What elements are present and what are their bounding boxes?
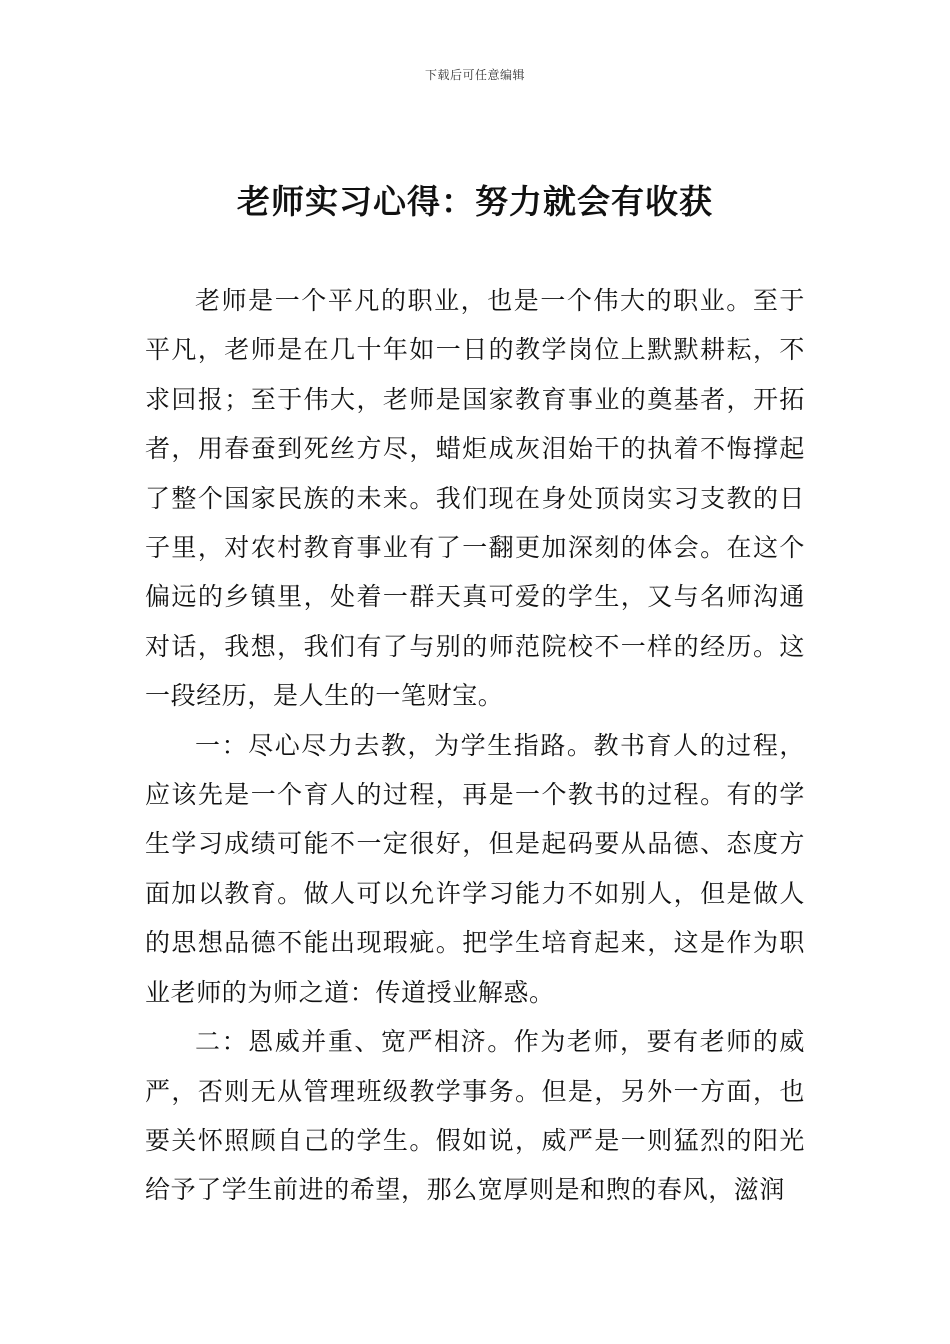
paragraph-point-one: 一：尽心尽力去教，为学生指路。教书育人的过程，应该先是一个育人的过程，再是一个教书的过程。有的学生学习成绩可能不一定很好，但是起码要从品德、态度方面加以教育。做人可以允许学习能力不如别人，但是做人的思想品德不能出现瑕疵。把学生培育起来，这是作为职业老师的为师之道：传道授业解惑。 bbox=[145, 730, 805, 1007]
document-body bbox=[145, 276, 805, 1215]
paragraph-point-two: 二：恩威并重、宽严相济。作为老师，要有老师的威严，否则无从管理班级教学事务。但是，另外一方面，也要关怀照顾自己的学生。假如说，威严是一则猛烈的阳光给予了学生前进的希望，那么宽厚则是和煦的春风，滋润 bbox=[145, 1027, 805, 1205]
paragraph-intro: 老师是一个平凡的职业，也是一个伟大的职业。至于平凡，老师是在几十年如一日的教学岗位上默默耕耘，不求回报；至于伟大，老师是国家教育事业的奠基者，开拓者，用春蚕到死丝方尽，蜡炬成灰泪始干的执着不悔撑起了整个国家民族的未来。我们现在身处顶岗实习支教的日子里，对农村教育事业有了一翻更加深刻的体会。在这个偏远的乡镇里，处着一群天真可爱的学生，又与名师沟通对话，我想，我们有了与别的师范院校不一样的经历。这一段经历，是人生的一笔财宝。 bbox=[145, 286, 805, 711]
header-note: 下载后可任意编辑 bbox=[424, 68, 525, 82]
document-title: 老师实习心得：努力就会有收获 bbox=[237, 182, 713, 221]
